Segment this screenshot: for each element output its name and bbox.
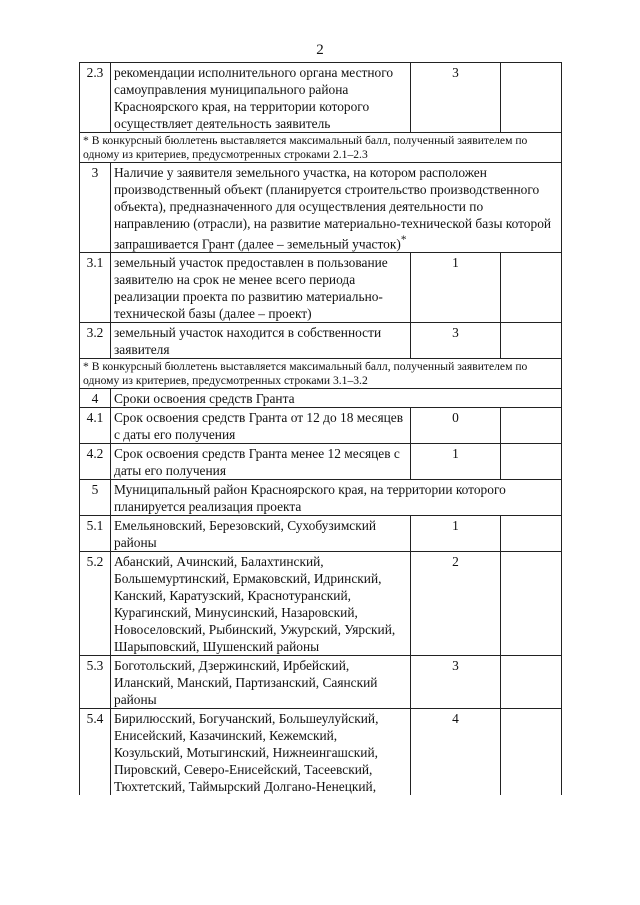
section-row: [80, 480, 562, 516]
criterion-text: Срок освоения средств Гранта менее 12 месяцев с даты его получения: [111, 444, 411, 480]
table-row: [80, 253, 562, 323]
table-row: [80, 656, 562, 709]
section-number: 5: [80, 480, 111, 516]
section-title: Муниципальный район Красноярского края, на территории которого планируется реализация проекта: [111, 480, 562, 516]
footnote-mark: *: [400, 234, 407, 246]
score-value: 3: [411, 63, 501, 133]
empty-cell: [501, 656, 562, 709]
table-row: [80, 709, 562, 796]
section-number: 3: [80, 163, 111, 253]
row-number: 2.3: [80, 63, 111, 133]
row-number: 5.4: [80, 709, 111, 796]
row-number: 3.1: [80, 253, 111, 323]
footnote-text: * В конкурсный бюллетень выставляется максимальный балл, полученный заявителем по одному из критериев, предусмотренных строками 3.1–3.2: [80, 359, 562, 389]
criterion-text: Боготольский, Дзержинский, Ирбейский, Иланский, Манский, Партизанский, Саянский районы: [111, 656, 411, 709]
footnote-text: * В конкурсный бюллетень выставляется максимальный балл, полученный заявителем по одному из критериев, предусмотренных строками 2.1–2.3: [80, 133, 562, 163]
row-number: 5.3: [80, 656, 111, 709]
score-value: 2: [411, 552, 501, 656]
criteria-table: [79, 62, 562, 795]
row-number: 5.1: [80, 516, 111, 552]
criterion-text: Абанский, Ачинский, Балахтинский, Большемуртинский, Ермаковский, Идринский, Канский, Каратузский, Краснотуранский, Курагинский, Минусинский, Назаровский, Новоселовский, Рыбинский, Ужурский, Уярский, Шарыповский, Шушенский районы: [111, 552, 411, 656]
empty-cell: [501, 63, 562, 133]
criterion-text: земельный участок предоставлен в пользование заявителю на срок не менее всего периода реализации проекта по развитию материально-технической базы (далее – проект): [111, 253, 411, 323]
score-value: 1: [411, 444, 501, 480]
table-row: [80, 323, 562, 359]
score-value: 0: [411, 408, 501, 444]
row-number: 4.1: [80, 408, 111, 444]
empty-cell: [501, 444, 562, 480]
empty-cell: [501, 709, 562, 796]
section-row: [80, 163, 562, 253]
row-number: 5.2: [80, 552, 111, 656]
score-value: 1: [411, 516, 501, 552]
score-value: 4: [411, 709, 501, 796]
criterion-text: Бирилюсский, Богучанский, Большеулуйский, Енисейский, Казачинский, Кежемский, Козульский, Мотыгинский, Нижнеингашский, Пировский, Северо-Енисейский, Тасеевский, Тюхтетский, Таймырский Долгано-Ненецкий,: [111, 709, 411, 796]
section-text: Наличие у заявителя земельного участка, на котором расположен производственный объект (планируется строительство производственного объекта), предназначенного для осуществления деятельности по направлению (отрасли), на развитие материально-технической базы которой запрашивается Грант (далее – земельный участок): [114, 165, 552, 252]
table-row: [80, 516, 562, 552]
empty-cell: [501, 516, 562, 552]
row-number: 3.2: [80, 323, 111, 359]
empty-cell: [501, 323, 562, 359]
empty-cell: [501, 552, 562, 656]
table-row: [80, 552, 562, 656]
footnote-row: [80, 359, 562, 389]
score-value: 1: [411, 253, 501, 323]
row-number: 4.2: [80, 444, 111, 480]
section-title: [111, 163, 562, 253]
section-number: 4: [80, 389, 111, 408]
score-value: 3: [411, 323, 501, 359]
section-title: Сроки освоения средств Гранта: [111, 389, 562, 408]
score-value: 3: [411, 656, 501, 709]
criterion-text: Емельяновский, Березовский, Сухобузимский районы: [111, 516, 411, 552]
empty-cell: [501, 408, 562, 444]
table-row: [80, 408, 562, 444]
table-row: [80, 63, 562, 133]
criterion-text: земельный участок находится в собственности заявителя: [111, 323, 411, 359]
criterion-text: Срок освоения средств Гранта от 12 до 18 месяцев с даты его получения: [111, 408, 411, 444]
criterion-text: рекомендации исполнительного органа местного самоуправления муниципального района Красноярского края, на территории которого осуществляет деятельность заявитель: [111, 63, 411, 133]
empty-cell: [501, 253, 562, 323]
page-number: 2: [316, 42, 324, 58]
table-row: [80, 444, 562, 480]
footnote-row: [80, 133, 562, 163]
section-row: [80, 389, 562, 408]
